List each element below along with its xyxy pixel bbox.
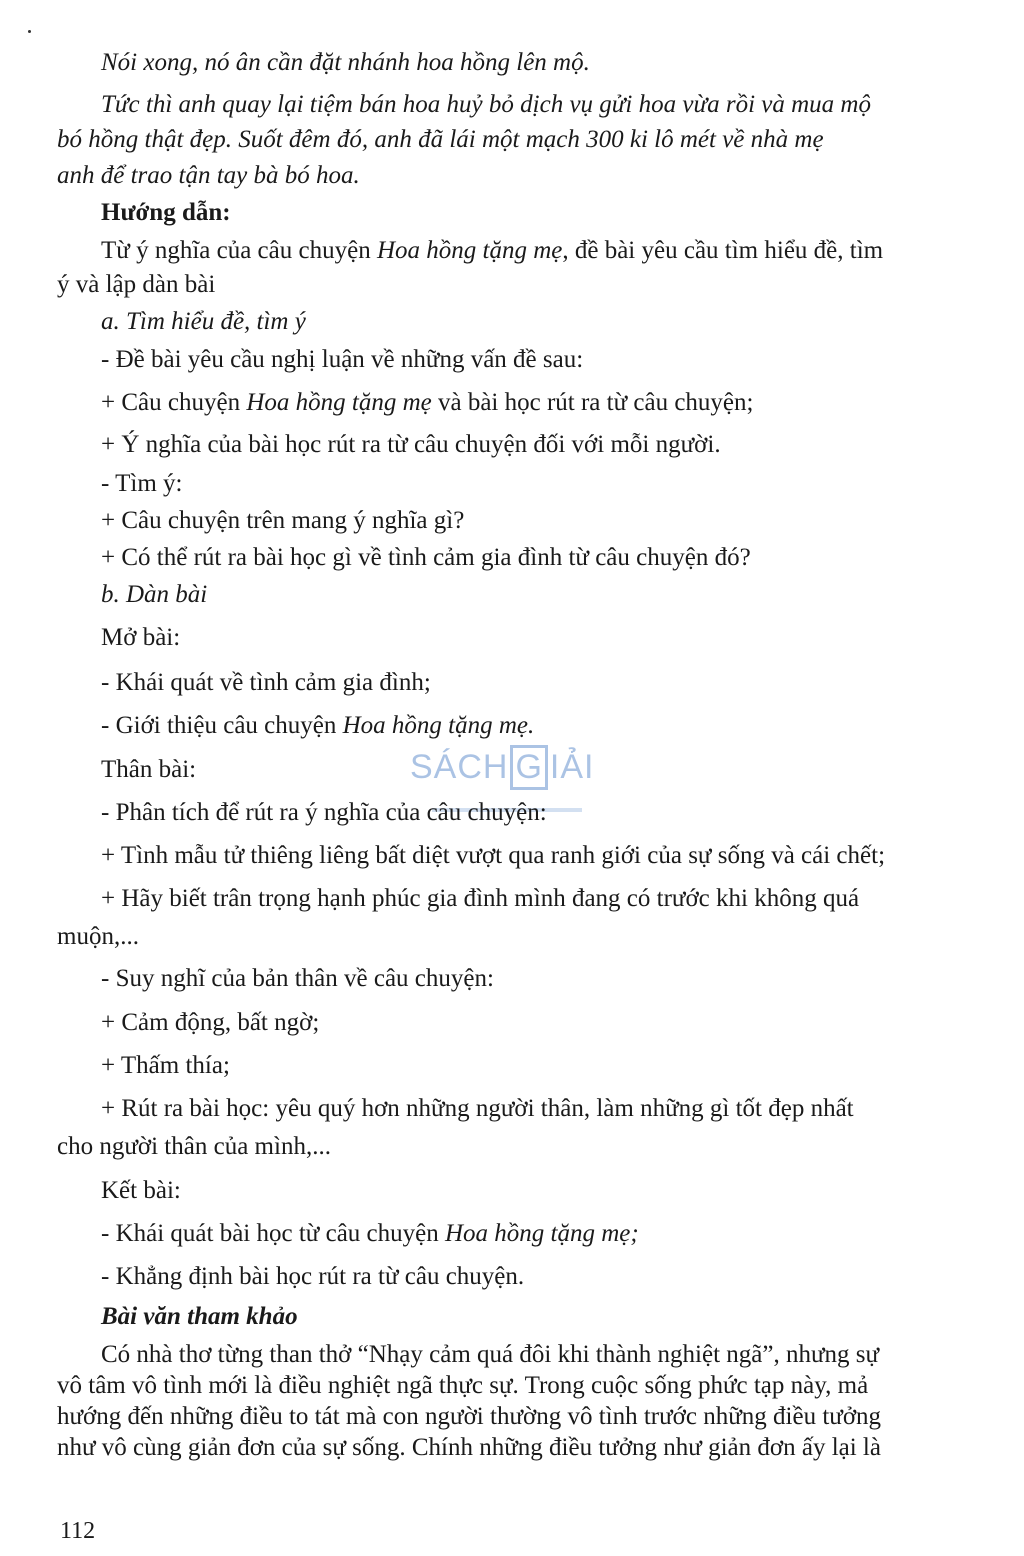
watermark-text: SÁCH bbox=[410, 748, 509, 786]
body-line: + Ý nghĩa của bài học rút ra từ câu chuyện đối với mỗi người. bbox=[101, 431, 721, 458]
story-title: Hoa hồng tặng mẹ bbox=[376, 237, 563, 264]
body-line bbox=[101, 238, 883, 263]
body-line: + Cảm động, bất ngờ; bbox=[101, 1009, 320, 1036]
story-line: anh để trao tận tay bà bó hoa. bbox=[57, 162, 360, 189]
body-line: + Câu chuyện trên mang ý nghĩa gì? bbox=[101, 507, 465, 534]
scan-speck bbox=[28, 30, 31, 33]
body-line: ý và lập dàn bài bbox=[57, 271, 216, 298]
story-line: Nói xong, nó ân cần đặt nhánh hoa hồng lên mộ. bbox=[101, 49, 590, 76]
watermark-logo-letter: G bbox=[510, 745, 547, 790]
mo-bai-heading: Mở bài: bbox=[101, 624, 181, 651]
body-line: + Hãy biết trân trọng hạnh phúc gia đình mình đang có trước khi không quá bbox=[101, 885, 860, 912]
ket-bai-heading: Kết bài: bbox=[101, 1177, 181, 1204]
than-bai-heading: Thân bài: bbox=[101, 756, 197, 783]
body-line: + Có thể rút ra bài học gì về tình cảm gia đình từ câu chuyện đó? bbox=[101, 544, 751, 571]
story-title: Hoa hồng tặng mẹ bbox=[246, 389, 432, 416]
body-line: như vô cùng giản đơn của sự sống. Chính những điều tưởng như giản đơn ấy lại là bbox=[57, 1434, 881, 1461]
body-line: cho người thân của mình,... bbox=[57, 1133, 331, 1160]
text-run: , đề bài yêu cầu tìm hiểu đề, tìm bbox=[562, 237, 884, 264]
sachgiai-watermark bbox=[410, 745, 595, 790]
body-line: - Khẳng định bài học rút ra từ câu chuyện. bbox=[101, 1263, 525, 1290]
heading-bai-van-tham-khao: Bài văn tham khảo bbox=[101, 1303, 298, 1330]
text-run: + Câu chuyện bbox=[101, 389, 247, 416]
body-line bbox=[101, 390, 753, 415]
text-run: - Khái quát bài học từ câu chuyện bbox=[101, 1220, 445, 1247]
story-line: Tức thì anh quay lại tiệm bán hoa huỷ bỏ dịch vụ gửi hoa vừa rồi và mua mộ bbox=[101, 91, 871, 118]
watermark-text: IẢI bbox=[549, 748, 595, 786]
story-title: Hoa hồng tặng mẹ. bbox=[342, 712, 535, 739]
story-line: bó hồng thật đẹp. Suốt đêm đó, anh đã lái một mạch 300 ki lô mét về nhà mẹ bbox=[57, 126, 824, 153]
text-run: và bài học rút ra từ câu chuyện; bbox=[431, 389, 754, 416]
body-line: muộn,... bbox=[57, 923, 139, 950]
body-line bbox=[101, 713, 534, 738]
body-line: Có nhà thơ từng than thở “Nhạy cảm quá đôi khi thành nghiệt ngã”, nhưng sự bbox=[101, 1341, 880, 1368]
body-line: + Thấm thía; bbox=[101, 1052, 230, 1079]
heading-huong-dan: Hướng dẫn: bbox=[101, 199, 231, 226]
page-number: 112 bbox=[60, 1518, 96, 1544]
body-line: - Đề bài yêu cầu nghị luận về những vấn đề sau: bbox=[101, 346, 584, 373]
body-line bbox=[101, 1221, 639, 1246]
text-run: Từ ý nghĩa của câu chuyện bbox=[101, 237, 377, 264]
body-line: - Khái quát về tình cảm gia đình; bbox=[101, 669, 431, 696]
section-b-heading: b. Dàn bài bbox=[101, 581, 208, 608]
body-line: - Suy nghĩ của bản thân về câu chuyện: bbox=[101, 965, 494, 992]
body-line: vô tâm vô tình mới là điều nghiệt ngã thực sự. Trong cuộc sống phức tạp này, mả bbox=[57, 1372, 869, 1399]
body-line: hướng đến những điều to tát mà con người thường vô tình trước những điều tưởng bbox=[57, 1403, 882, 1430]
story-title: Hoa hồng tặng mẹ; bbox=[444, 1220, 639, 1247]
text-run: - Giới thiệu câu chuyện bbox=[101, 712, 343, 739]
body-line: - Phân tích để rút ra ý nghĩa của câu chuyện: bbox=[101, 799, 547, 826]
body-line: + Rút ra bài học: yêu quý hơn những người thân, làm những gì tốt đẹp nhất bbox=[101, 1095, 854, 1122]
section-a-heading: a. Tìm hiểu đề, tìm ý bbox=[101, 308, 306, 335]
body-line: + Tình mẫu tử thiêng liêng bất diệt vượt qua ranh giới của sự sống và cái chết; bbox=[101, 842, 886, 869]
body-line: - Tìm ý: bbox=[101, 470, 183, 497]
